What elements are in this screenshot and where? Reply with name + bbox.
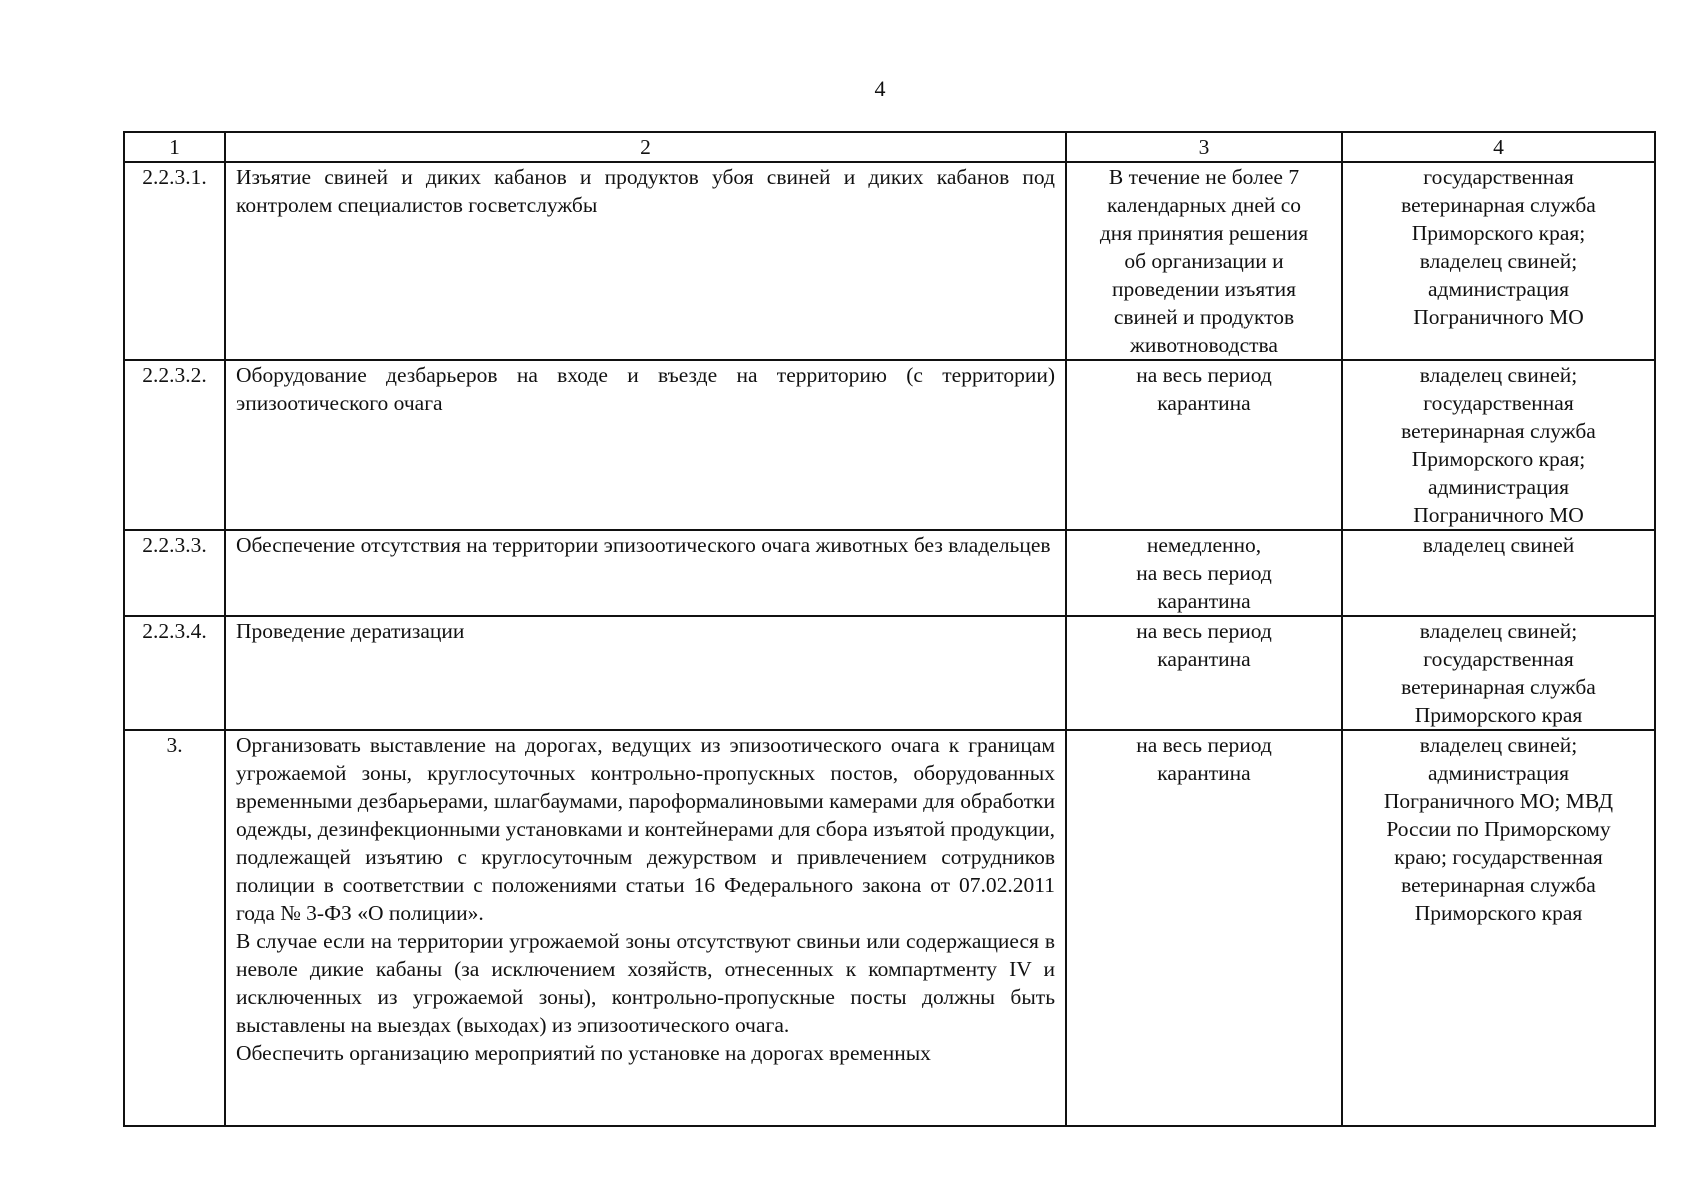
row-number: 2.2.3.4. [124, 616, 225, 730]
term-line: на весь период [1136, 561, 1272, 585]
responsible-line: владелец свиней; [1419, 619, 1578, 643]
responsible-line: ветеринарная служба [1401, 873, 1596, 897]
page-number: 4 [874, 76, 886, 101]
table-row [124, 730, 1655, 1126]
responsible-line: владелец свиней; [1419, 733, 1578, 757]
term-line: свиней и продуктов [1113, 305, 1295, 329]
measure-paragraph: Организовать выставление на дорогах, ведущих из эпизоотического очага к границам угрожаемой зоны, круглосуточных контрольно-пропускных постов, оборудованных временными дезбарьерами, шлагбаумами, пароформалиновыми камерами для обработки одежды, дезинфекционными установками и контейнерами для сбора изъятой продукции, подлежащей изъятию с круглосуточным дежурством и привлечением сотрудников полиции в соответствии с положениями статьи 16 Федерального закона от 07.02.2011 года № 3-ФЗ «О полиции». [236, 733, 1055, 925]
measure-paragraph: Обеспечить организацию мероприятий по установке на дорогах временных [236, 1041, 931, 1065]
measure-paragraph: Проведение дератизации [236, 619, 465, 643]
responsible-line: Пограничного МО [1413, 305, 1584, 329]
responsible-line: ветеринарная служба [1401, 675, 1596, 699]
measure-responsible [1342, 530, 1655, 616]
measure-responsible [1342, 730, 1655, 1126]
responsible-line: Приморского края; [1411, 447, 1586, 471]
term-line: карантина [1157, 761, 1251, 785]
responsible-line: владелец свиней; [1419, 363, 1578, 387]
table-row [124, 360, 1655, 530]
responsible-line: Пограничного МО [1413, 503, 1584, 527]
column-header-1: 1 [124, 132, 225, 162]
table-row [124, 530, 1655, 616]
measure-responsible [1342, 616, 1655, 730]
responsible-line: государственная [1423, 391, 1574, 415]
responsible-line: владелец свиней [1422, 533, 1575, 557]
measure-term [1066, 530, 1342, 616]
measure-description [225, 530, 1066, 616]
responsible-line: владелец свиней; [1419, 249, 1578, 273]
responsible-line: государственная [1423, 165, 1574, 189]
responsible-line: России по Приморскому [1386, 817, 1611, 841]
row-number: 2.2.3.3. [124, 530, 225, 616]
responsible-line: краю; государственная [1394, 845, 1603, 869]
term-line: об организации и [1124, 249, 1284, 273]
responsible-line: ветеринарная служба [1401, 193, 1596, 217]
responsible-line: Приморского края [1414, 901, 1583, 925]
responsible-line: Приморского края [1414, 703, 1583, 727]
responsible-line: Пограничного МО; МВД [1383, 789, 1614, 813]
responsible-line: ветеринарная служба [1401, 419, 1596, 443]
table-row [124, 162, 1655, 360]
measure-responsible [1342, 360, 1655, 530]
term-line: животноводства [1130, 333, 1278, 357]
term-line: немедленно, [1146, 533, 1262, 557]
term-line: карантина [1157, 391, 1251, 415]
term-line: дня принятия решения [1099, 221, 1309, 245]
responsible-line: администрация [1428, 475, 1569, 499]
term-line: на весь период [1136, 619, 1272, 643]
measure-term [1066, 616, 1342, 730]
measures-table [123, 131, 1656, 1127]
row-number: 2.2.3.2. [124, 360, 225, 530]
table-row [124, 616, 1655, 730]
responsible-line: государственная [1423, 647, 1574, 671]
measure-description [225, 360, 1066, 530]
column-header-3: 3 [1066, 132, 1342, 162]
column-header-4: 4 [1342, 132, 1655, 162]
measure-description [225, 616, 1066, 730]
measure-paragraph: Изъятие свиней и диких кабанов и продуктов убоя свиней и диких кабанов под контролем специалистов госветслужбы [236, 165, 1055, 217]
measure-term [1066, 730, 1342, 1126]
term-line: проведении изъятия [1111, 277, 1297, 301]
term-line: на весь период [1136, 363, 1272, 387]
term-line: календарных дней со [1106, 193, 1302, 217]
term-line: карантина [1157, 589, 1251, 613]
responsible-line: администрация [1428, 277, 1569, 301]
measure-description [225, 162, 1066, 360]
row-number: 3. [124, 730, 225, 1126]
row-number: 2.2.3.1. [124, 162, 225, 360]
responsible-line: Приморского края; [1411, 221, 1586, 245]
column-header-2: 2 [225, 132, 1066, 162]
measure-paragraph: Обеспечение отсутствия на территории эпизоотического очага животных без владельцев [236, 533, 1051, 557]
measure-paragraph: В случае если на территории угрожаемой зоны отсутствуют свиньи или содержащиеся в неволе дикие кабаны (за исключением хозяйств, отнесенных к компартменту IV и исключенных из угрожаемой зоны), контрольно-пропускные посты должны быть выставлены на выездах (выходах) из эпизоотического очага. [236, 929, 1055, 1037]
term-line: на весь период [1136, 733, 1272, 757]
term-line: В течение не более 7 [1108, 165, 1300, 189]
table-header-row [124, 132, 1655, 162]
responsible-line: администрация [1428, 761, 1569, 785]
measure-term [1066, 162, 1342, 360]
measure-description [225, 730, 1066, 1126]
measure-responsible [1342, 162, 1655, 360]
term-line: карантина [1157, 647, 1251, 671]
measure-paragraph: Оборудование дезбарьеров на входе и въезде на территорию (с территории) эпизоотического очага [236, 363, 1055, 415]
measure-term [1066, 360, 1342, 530]
